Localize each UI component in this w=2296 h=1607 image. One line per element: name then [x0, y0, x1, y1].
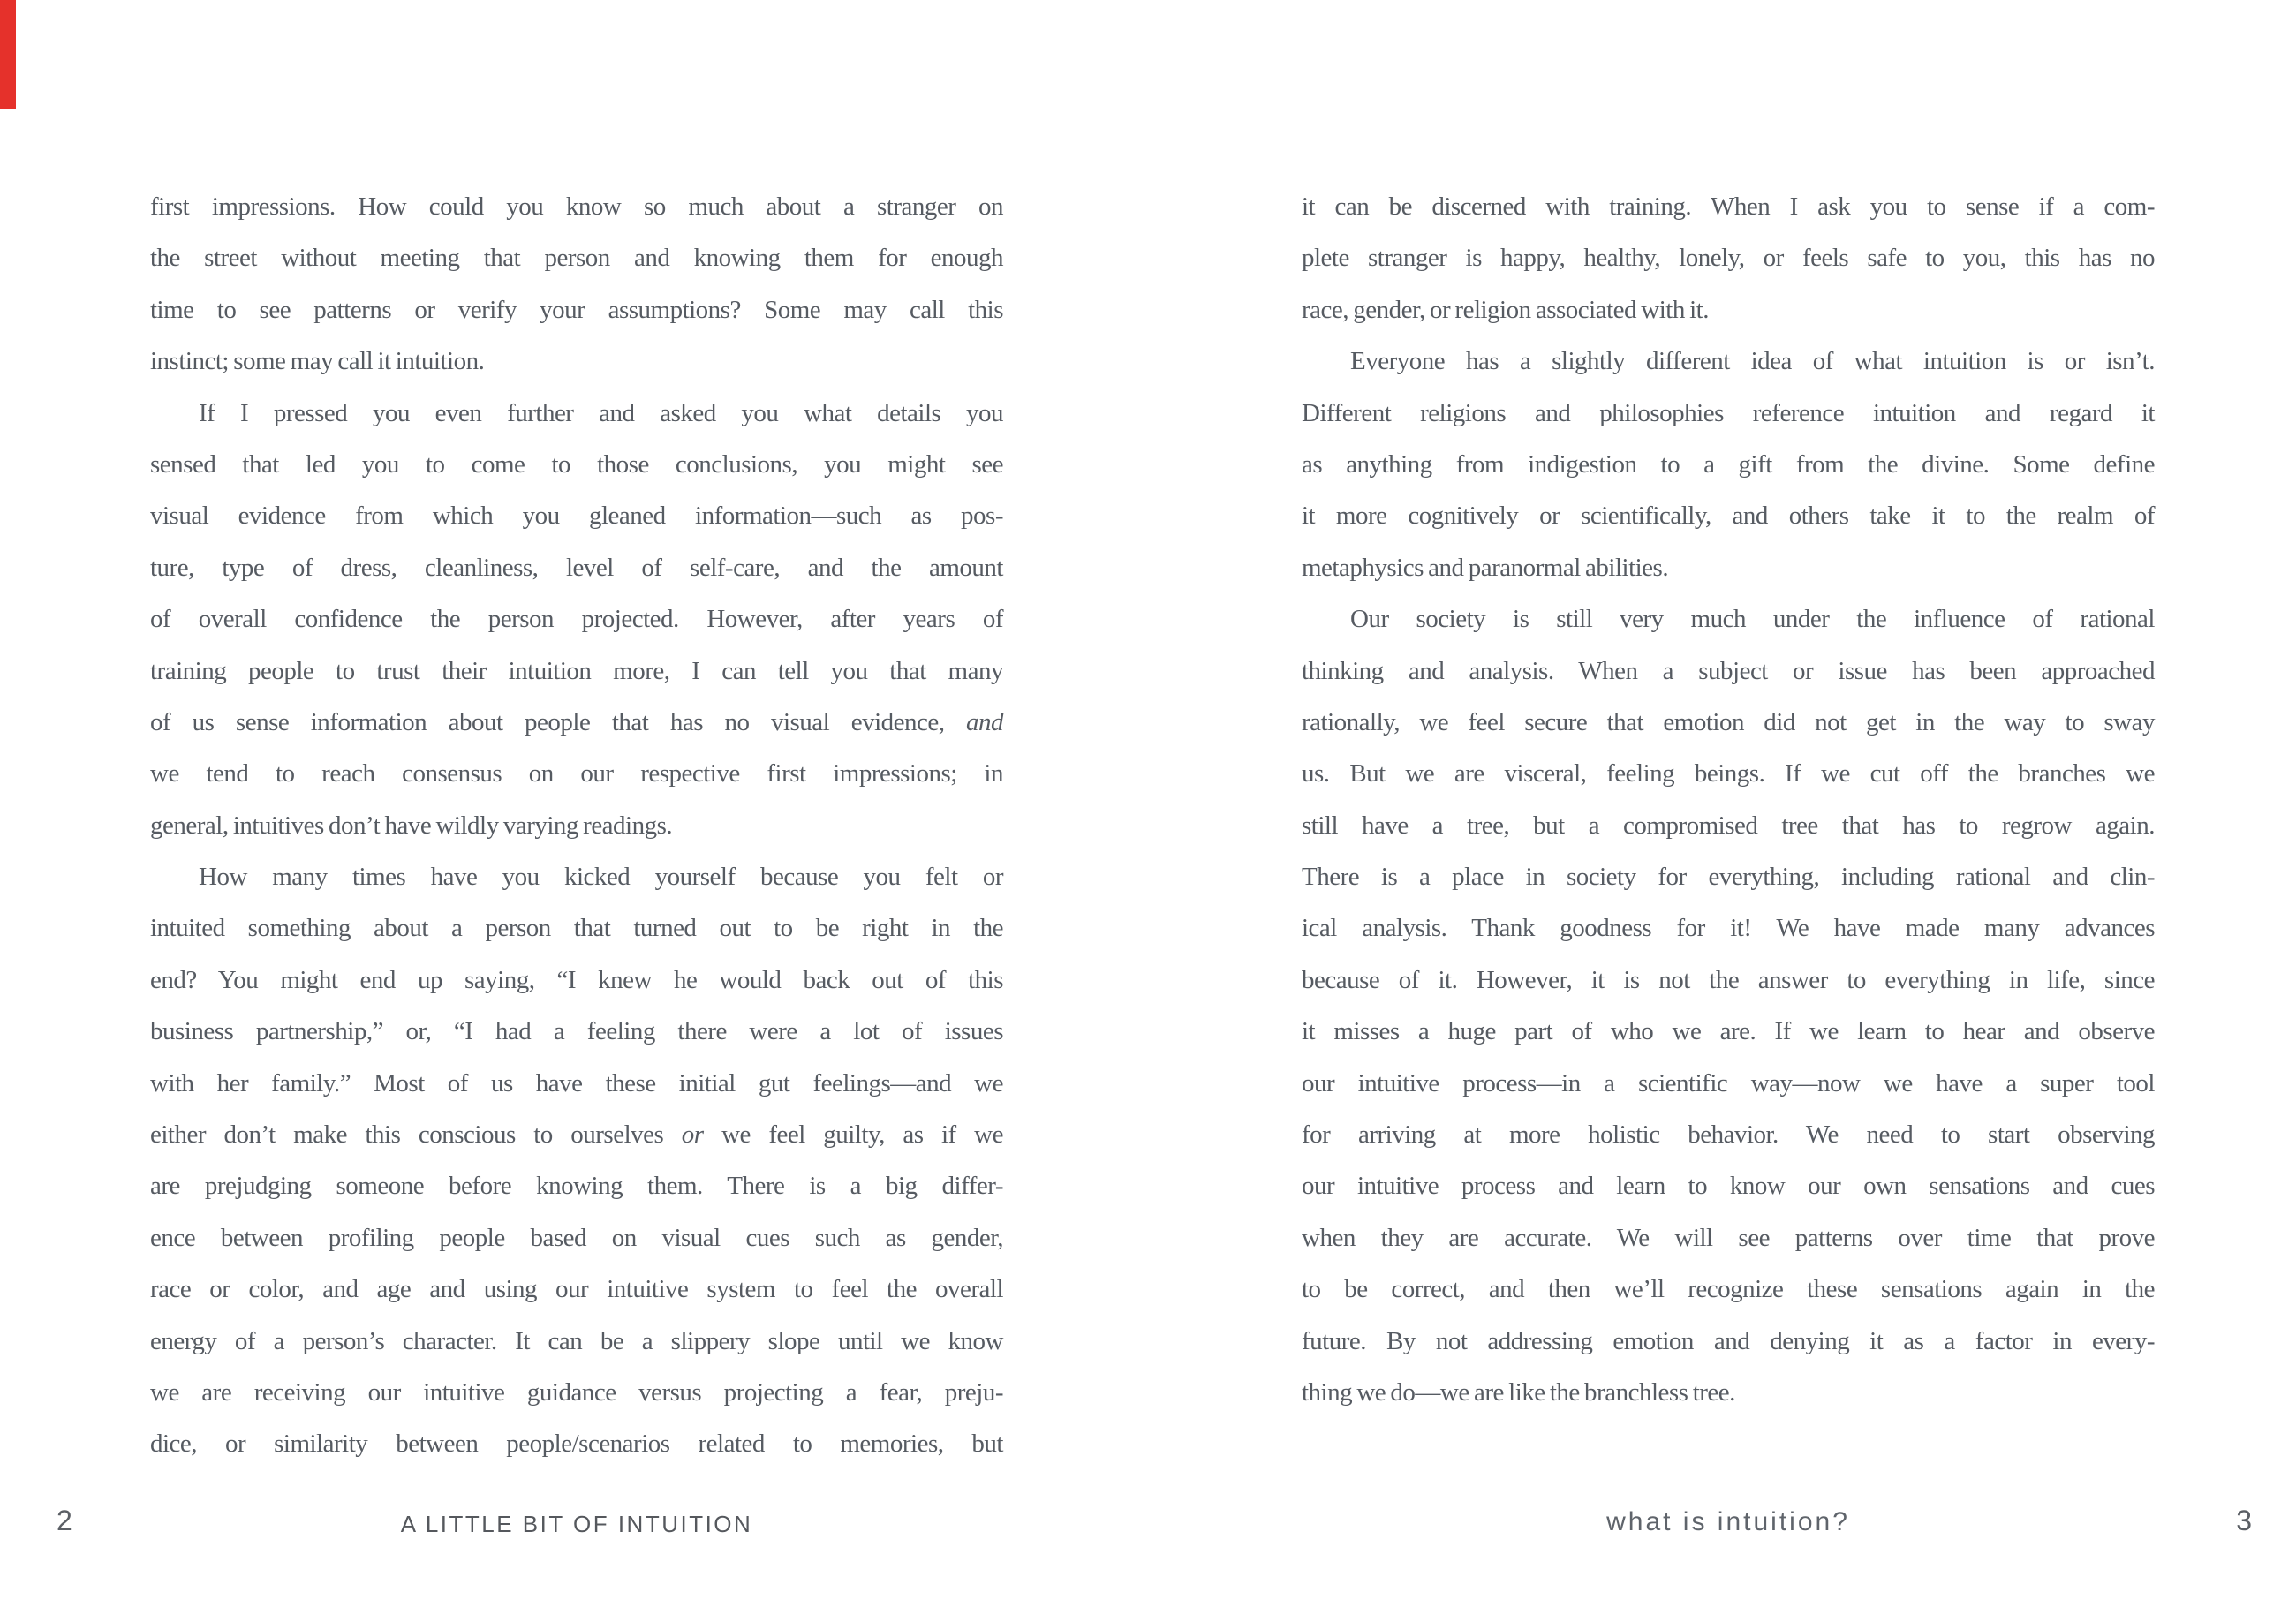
page-number-left: 2 — [57, 1505, 72, 1536]
text-line: we are receiving our intuitive guidance versus projecting a fear, preju- — [150, 1377, 1003, 1407]
text-line: us. But we are visceral, feeling beings. If we cut off the branches we — [1302, 759, 2155, 788]
text-line: still have a tree, but a compromised tree that has to regrow again. — [1302, 811, 2155, 840]
text-line: it can be discerned with training. When I ask you to sense if a com- — [1302, 192, 2155, 221]
text-line: race or color, and age and using our intuitive system to feel the overall — [150, 1275, 1003, 1304]
text-line: training people to trust their intuition more, I can tell you that many — [150, 656, 1003, 685]
text-line: race, gender, or religion associated with it. — [1302, 295, 1709, 324]
right-text-column — [1302, 181, 2155, 1418]
text-line: intuited something about a person that turned out to be right in the — [150, 914, 1003, 943]
text-line: ical analysis. Thank goodness for it! We have made many advances — [1302, 914, 2155, 943]
text-line: we tend to reach consensus on our respective first impressions; in — [150, 759, 1003, 788]
text-line: There is a place in society for everything, including rational and clin- — [1302, 863, 2155, 892]
text-line: business partnership,” or, “I had a feeling there were a lot of issues — [150, 1017, 1003, 1046]
text-line: our intuitive process—in a scientific way—now we have a super tool — [1302, 1068, 2155, 1098]
text-line: If I pressed you even further and asked you what details you — [199, 398, 1003, 427]
text-line: How many times have you kicked yourself because you felt or — [199, 863, 1003, 892]
text-line: because of it. However, it is not the answer to everything in life, since — [1302, 965, 2155, 994]
text-line: time to see patterns or verify your assumptions? Some may call this — [150, 295, 1003, 324]
text-line: Different religions and philosophies reference intuition and regard it — [1302, 398, 2155, 427]
text-line: thing we do—we are like the branchless tree. — [1302, 1377, 1735, 1407]
text-line: of us sense information about people that has no visual evidence, and — [150, 707, 1003, 736]
text-line: plete stranger is happy, healthy, lonely, or feels safe to you, this has no — [1302, 244, 2155, 273]
text-line: ture, type of dress, cleanliness, level of self-care, and the amount — [150, 553, 1003, 582]
text-line: as anything from indigestion to a gift from the divine. Some define — [1302, 449, 2155, 479]
red-edge-mark — [0, 0, 16, 109]
text-line: either don’t make this conscious to ourselves or we feel guilty, as if we — [150, 1120, 1003, 1150]
text-line: sensed that led you to come to those conclusions, you might see — [150, 449, 1003, 479]
text-line: the street without meeting that person and knowing them for enough — [150, 244, 1003, 273]
page-number-right: 3 — [2236, 1505, 2252, 1536]
text-line: it misses a huge part of who we are. If we learn to hear and observe — [1302, 1017, 2155, 1046]
text-line: it more cognitively or scientifically, and others take it to the realm of — [1302, 502, 2155, 531]
text-line: Everyone has a slightly different idea of what intuition is or isn’t. — [1350, 347, 2155, 376]
running-head-left: A LITTLE BIT OF INTUITION — [400, 1511, 753, 1537]
text-line: end? You might end up saying, “I knew he would back out of this — [150, 965, 1003, 994]
text-line: when they are accurate. We will see patterns over time that prove — [1302, 1223, 2155, 1252]
text-line: for arriving at more holistic behavior. We need to start observing — [1302, 1120, 2155, 1150]
text-line: Our society is still very much under the influence of rational — [1350, 605, 2155, 634]
text-line: our intuitive process and learn to know our own sensations and cues — [1302, 1172, 2155, 1201]
text-line: thinking and analysis. When a subject or issue has been approached — [1302, 656, 2155, 685]
text-line: metaphysics and paranormal abilities. — [1302, 553, 1669, 582]
text-line: are prejudging someone before knowing them. There is a big differ- — [150, 1172, 1003, 1201]
text-line: rationally, we feel secure that emotion did not get in the way to sway — [1302, 707, 2155, 736]
left-text-column — [150, 181, 1003, 1470]
text-line: energy of a person’s character. It can be a slippery slope until we know — [150, 1326, 1003, 1355]
text-line: to be correct, and then we’ll recognize these sensations again in the — [1302, 1275, 2155, 1304]
text-line: instinct; some may call it intuition. — [150, 347, 485, 376]
text-line: visual evidence from which you gleaned information—such as pos- — [150, 502, 1003, 531]
text-line: first impressions. How could you know so much about a stranger on — [150, 192, 1003, 221]
running-head-right: what is intuition? — [1606, 1507, 1850, 1536]
text-line: with her family.” Most of us have these initial gut feelings—and we — [150, 1068, 1003, 1098]
text-line: future. By not addressing emotion and denying it as a factor in every- — [1302, 1326, 2155, 1355]
text-line: dice, or similarity between people/scenarios related to memories, but — [150, 1430, 1003, 1459]
text-line: general, intuitives don’t have wildly varying readings. — [150, 811, 673, 840]
text-line: ence between profiling people based on visual cues such as gender, — [150, 1223, 1003, 1252]
text-line: of overall confidence the person projected. However, after years of — [150, 605, 1003, 634]
